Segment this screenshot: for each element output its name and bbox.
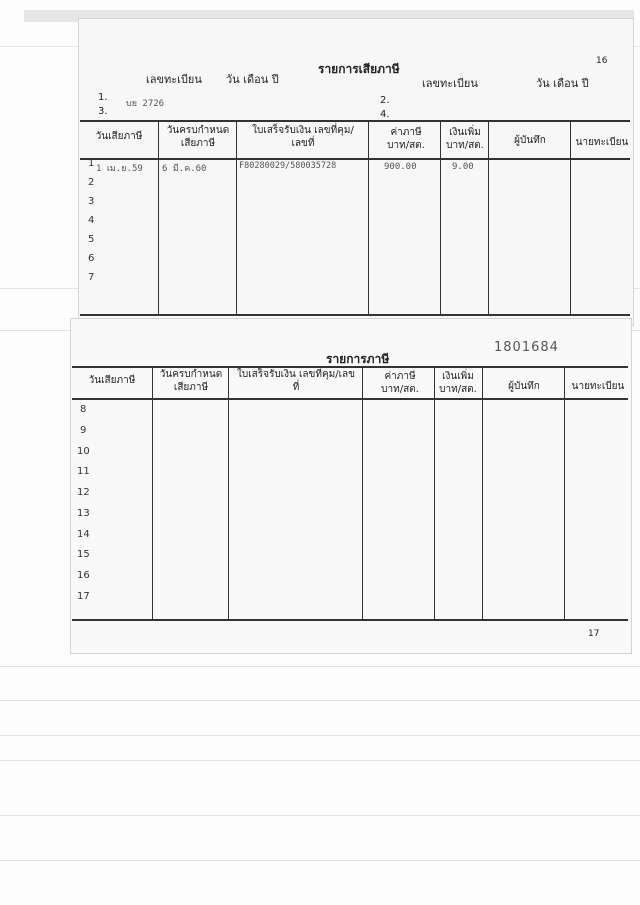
row-number: 10 [77, 446, 90, 457]
scan-line [0, 735, 640, 736]
page-number: 16 [596, 56, 608, 66]
col-header-receipt: ใบเสร็จรับเงิน เลขที่คุม/เลขที่ [236, 369, 356, 393]
table-divider [158, 121, 159, 315]
reg-number-3: 3. [98, 106, 108, 117]
col-header-recorder: ผู้บันทึก [514, 135, 546, 146]
col-header-paid-date: วันเสียภาษี [88, 375, 136, 386]
card-title: รายการภาษี [326, 352, 390, 366]
table-rule [80, 120, 630, 122]
table-divider [440, 121, 441, 315]
table-divider [362, 367, 363, 619]
col-header-registrar: นายทะเบียน [571, 381, 625, 392]
col-header-due-date: วันครบกำหนด เสียภาษี [166, 125, 230, 149]
row-number: 6 [88, 253, 95, 264]
date-header-left: วัน เดือน ปี [226, 73, 279, 86]
table-rule [80, 314, 630, 316]
row-number: 8 [80, 404, 87, 415]
col-header-paid-date: วันเสียภาษี [95, 131, 143, 142]
scan-line [0, 860, 640, 861]
table-divider [228, 367, 229, 619]
table-divider [488, 121, 489, 315]
reg-value-1: บย 2726 [126, 99, 165, 109]
row1-due-date: 6 มี.ค.60 [162, 164, 207, 174]
col-header-receipt: ใบเสร็จรับเงิน เลขที่คุม/เลขที่ [252, 125, 354, 149]
serial-number: 1801684 [494, 340, 559, 355]
row-number: 1 [88, 158, 95, 169]
row-number: 11 [77, 466, 90, 477]
reg-number-2: 2. [380, 95, 390, 106]
row-number: 4 [88, 215, 95, 226]
reg-number-1: 1. [98, 92, 108, 103]
row-number: 16 [77, 570, 90, 581]
table-rule [72, 619, 628, 621]
reg-header-right: เลขทะเบียน [422, 77, 478, 90]
col-header-surcharge: เงินเพิ่ม บาท/สต. [439, 371, 477, 395]
col-header-registrar: นายทะเบียน [575, 137, 629, 148]
row1-receipt: F80280029/580035728 [239, 161, 337, 171]
scan-line [0, 666, 640, 667]
table-divider [570, 121, 571, 315]
row-number: 3 [88, 196, 95, 207]
row-number: 7 [88, 272, 95, 283]
row-number: 13 [77, 508, 90, 519]
table-divider [434, 367, 435, 619]
table-rule [72, 398, 628, 400]
page-number: 17 [588, 629, 600, 639]
row-number: 17 [77, 591, 90, 602]
col-header-surcharge: เงินเพิ่ม บาท/สต. [446, 127, 484, 151]
col-header-tax: ค่าภาษี บาท/สต. [381, 371, 419, 395]
reg-number-4: 4. [380, 109, 390, 120]
table-divider [152, 367, 153, 619]
table-rule [80, 158, 630, 160]
table-divider [236, 121, 237, 315]
row-number: 15 [77, 549, 90, 560]
col-header-recorder: ผู้บันทึก [508, 381, 540, 392]
row-number: 2 [88, 177, 95, 188]
table-divider [368, 121, 369, 315]
date-header-right: วัน เดือน ปี [536, 77, 589, 90]
row1-surcharge: 9.00 [452, 162, 474, 172]
table-divider [564, 367, 565, 619]
col-header-tax: ค่าภาษี บาท/สต. [387, 127, 425, 151]
reg-header-left: เลขทะเบียน [146, 73, 202, 86]
scan-line [0, 815, 640, 816]
row-number: 14 [77, 529, 90, 540]
row-number: 9 [80, 425, 87, 436]
row-number: 12 [77, 487, 90, 498]
scan-line [0, 760, 640, 761]
scan-line [0, 700, 640, 701]
row-number: 5 [88, 234, 95, 245]
row1-tax: 900.00 [384, 162, 417, 172]
col-header-due-date: วันครบกำหนด เสียภาษี [159, 369, 223, 393]
row1-paid-date: 1 เม.ย.59 [96, 164, 143, 174]
table-divider [482, 367, 483, 619]
card-title: รายการเสียภาษี [318, 62, 400, 76]
